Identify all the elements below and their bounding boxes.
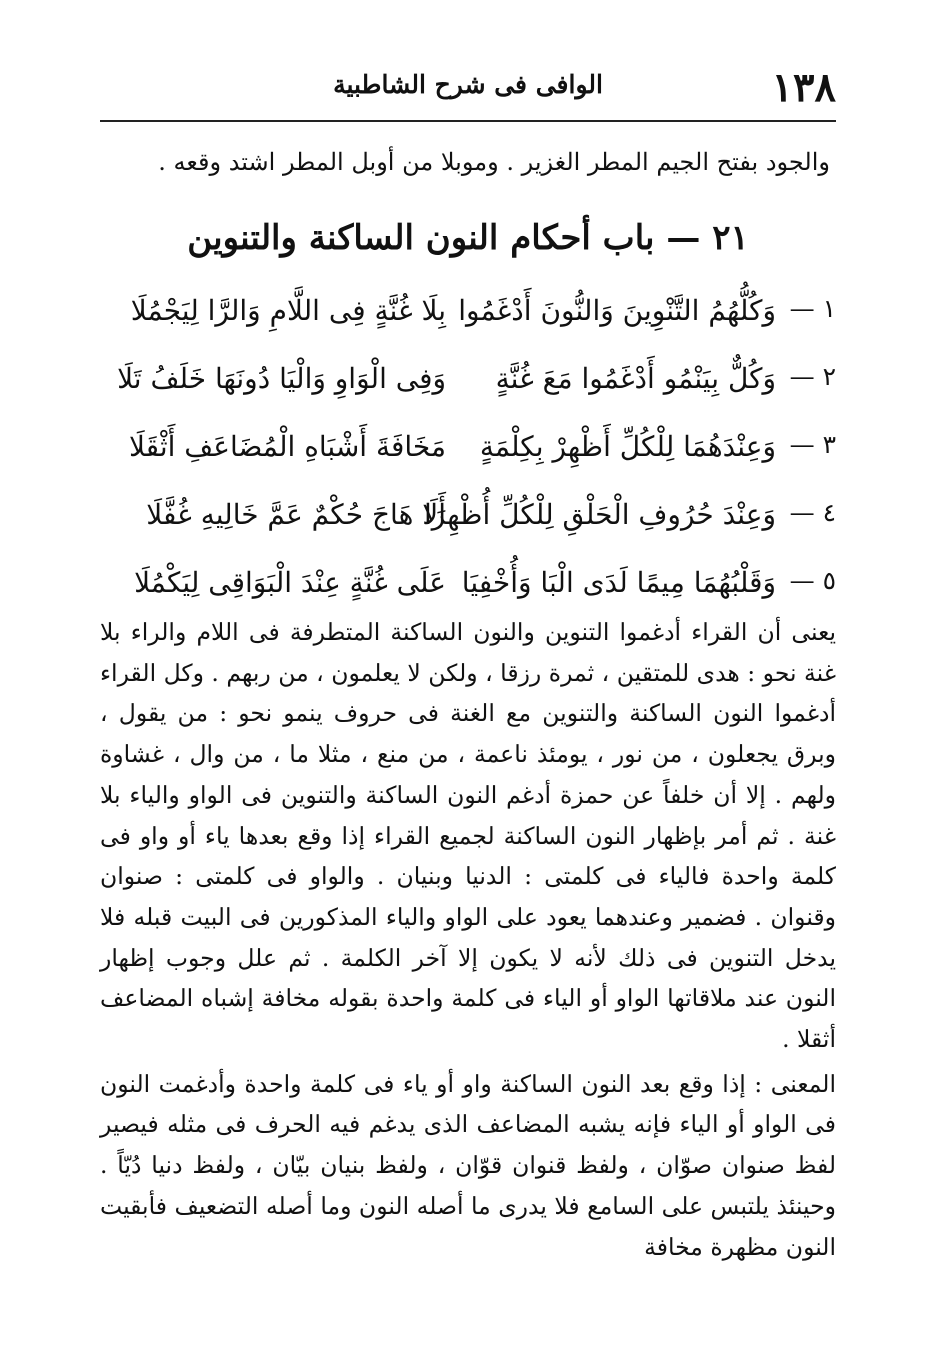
verse xyxy=(100,348,836,416)
verse-number: ٢ — xyxy=(789,362,836,391)
verse-number: ٣ — xyxy=(789,430,836,459)
commentary-paragraph: يعنى أن القراء أدغموا التنوين والنون الساكنة المتطرفة فى اللام والراء بلا غنة نحو : هدى للمتقين ، ثمرة رزقا ، ولكن لا يعلمون ، من ربهم . وكل القراء أدغموا النون الساكنة والتنوين مع الغنة فى حروف ينمو نحو : من يقول ، وبرق يجعلون ، من نور ، يومئذ ناعمة ، من منع ، مثلا ما ، من وال ، غشاوة ولهم . إلا أن خلفاً عن حمزة أدغم النون الساكنة والتنوين فى الواو والياء بلا غنة . ثم أمر بإظهار النون الساكنة لجميع القراء إذا وقع بعدها ياء أو واو فى كلمة واحدة فالياء فى كلمتى : الدنيا وبنيان . والواو فى كلمتى : صنوان وقنوان . فضمير وعندهما يعود على الواو والياء المذكورين فى البيت قبله فلا يدخل التنوين فى ذلك لأنه لا يكون إلا آخر الكلمة . ثم علل وجوب إظهار النون عند ملاقاتها الواو أو الياء فى كلمة واحدة بقوله مخافة إشباه المضاعف أثقلا . xyxy=(100,618,836,1054)
chapter-title: ٢١ — باب أحكام النون الساكنة والتنوين xyxy=(187,218,749,258)
verse-number: ٥ — xyxy=(789,566,836,595)
poem-verses xyxy=(100,280,836,620)
verse-second-hemistich: أَلَا هَاجَ حُكْمٌ عَمَّ خَالِيهِ غُفَّلَا xyxy=(146,498,446,531)
verse-number: ١ — xyxy=(789,294,836,323)
verse-first-hemistich: وَكُلُّهُمُ التَّنْوِينَ وَالنُّونَ أَدْغَمُوا xyxy=(458,294,776,327)
verse-first-hemistich: وَكُلٌّ بِيَنْمُو أَدْغَمُوا مَعَ غُنَّةٍ xyxy=(495,362,776,395)
running-title: الوافى فى شرح الشاطبية xyxy=(333,70,603,99)
header-divider xyxy=(100,120,836,122)
verse xyxy=(100,552,836,620)
meaning-paragraph: المعنى : إذا وقع بعد النون الساكنة واو أو ياء فى كلمة واحدة وأدغمت النون فى الواو أو الياء فإنه يشبه المضاعف الذى يدغم فيه الحرف فى مثله فيصير لفظ صنوان صوّان ، ولفظ قنوان قوّان ، ولفظ بنيان بيّان ، ولفظ دنيا دُيّاً . وحينئذ يلتبس على السامع فلا يدرى ما أصله النون وما أصله التضعيف فأبقيت النون مظهرة مخافة xyxy=(100,1069,836,1261)
verse-first-hemistich: وَقَلْبُهُمَا مِيمًا لَدَى الْبَا وَأُخْفِيَا xyxy=(461,566,776,599)
verse-second-hemistich: مَخَافَةَ أَشْبَاهِ الْمُضَاعَفِ أَثْقَلَا xyxy=(128,430,446,463)
verse-second-hemistich: عَلَى غُنَّةٍ عِنْدَ الْبَوَاقِى لِيَكْمُلَا xyxy=(134,566,446,599)
verse-first-hemistich: وَعِنْدَهُمَا لِلْكُلِّ أَظْهِرْ بِكِلْمَةٍ xyxy=(479,430,776,463)
verse xyxy=(100,280,836,348)
commentary xyxy=(100,612,836,1267)
page-number: ١٣٨ xyxy=(771,64,836,111)
verse xyxy=(100,484,836,552)
verse-second-hemistich: وَفِى الْوَاوِ وَالْيَا دُونَهَا خَلَفُ تَلَا xyxy=(117,362,446,395)
verse-number: ٤ — xyxy=(789,498,836,527)
intro-line: والجود بفتح الجيم المطر الغزير . وموبلا من أوبل المطر اشتد وقعه . xyxy=(158,148,830,176)
verse-first-hemistich: وَعِنْدَ حُرُوفِ الْحَلْقِ لِلْكُلِّ أُظْهِرَا xyxy=(424,498,776,531)
running-head xyxy=(100,60,836,110)
verse xyxy=(100,416,836,484)
verse-second-hemistich: بِلَا غُنَّةٍ فِى اللَّامِ وَالرَّا لِيَجْمُلَا xyxy=(130,294,446,327)
